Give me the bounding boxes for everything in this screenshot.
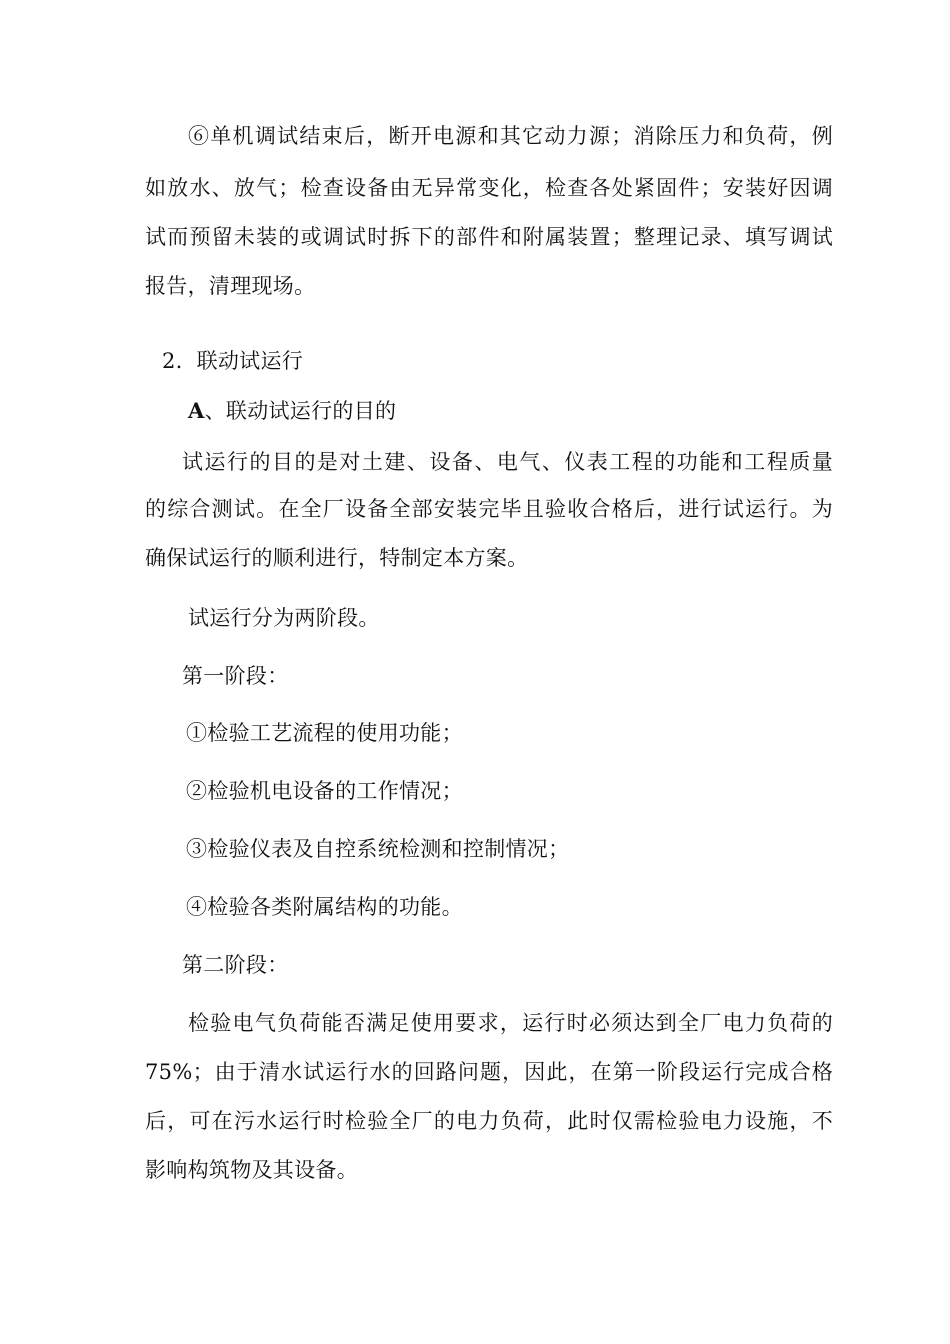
section-heading: 2. 联动试运行 (162, 349, 304, 373)
purpose-line-2: 的综合测试。在全厂设备全部安装完毕且验收合格后，进行试运行。为 (145, 497, 833, 521)
stage2-line-4: 影响构筑物及其设备。 (145, 1158, 358, 1182)
subheading-text: 、联动试运行的目的 (204, 399, 397, 423)
stage2-line-1: 检验电气负荷能否满足使用要求，运行时必须达到全厂电力负荷的 (188, 1011, 833, 1035)
para6-line-3: 试而预留未装的或调试时拆下的部件和附属装置；整理记录、填写调试 (145, 225, 833, 249)
subheading (188, 399, 396, 423)
stage1-item-3: ③检验仪表及自控系统检测和控制情况； (186, 837, 570, 861)
para6-line-2: 如放水、放气；检查设备由无异常变化，检查各处紧固件；安装好因调 (145, 176, 833, 200)
stage1-item-2: ②检验机电设备的工作情况； (186, 779, 463, 803)
stage2-title: 第二阶段： (182, 953, 289, 977)
para6-line-4: 报告，清理现场。 (145, 274, 316, 298)
para6-line-1: ⑥单机调试结束后，断开电源和其它动力源；消除压力和负荷，例 (188, 124, 833, 148)
stage1-item-4: ④检验各类附属结构的功能。 (186, 895, 463, 919)
stage1-title: 第一阶段： (182, 664, 289, 688)
purpose-line-1: 试运行的目的是对土建、设备、电气、仪表工程的功能和工程质量 (182, 450, 833, 474)
purpose-line-3: 确保试运行的顺利进行，特制定本方案。 (145, 546, 529, 570)
subheading-letter: A (188, 398, 205, 423)
stages-intro: 试运行分为两阶段。 (188, 606, 380, 630)
stage2-line-2: 75%；由于清水试运行水的回路问题，因此，在第一阶段运行完成合格 (145, 1060, 833, 1084)
stage2-line-3: 后，可在污水运行时检验全厂的电力负荷，此时仅需检验电力设施，不 (145, 1109, 833, 1133)
stage1-item-1: ①检验工艺流程的使用功能； (186, 721, 463, 745)
